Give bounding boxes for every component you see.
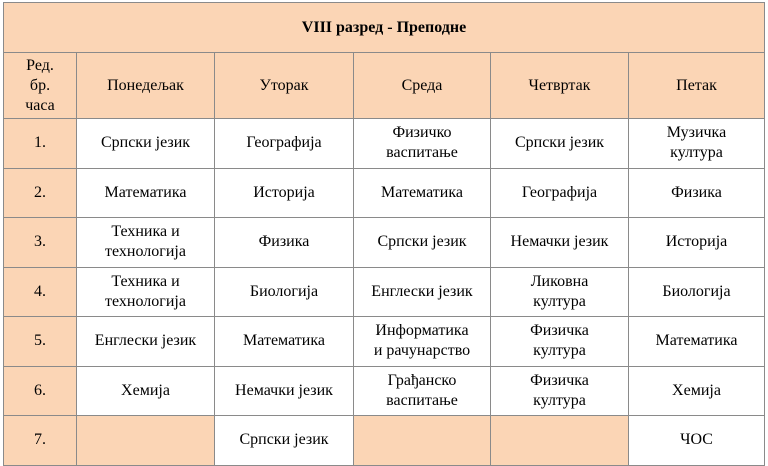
day-header: Среда (354, 53, 491, 119)
subject-cell (354, 119, 491, 169)
schedule-sheet (3, 2, 765, 466)
period-number: 3. (4, 218, 77, 268)
subject-cell (215, 119, 354, 169)
cell-text-line: Физика (258, 233, 310, 251)
subject-cell (629, 218, 765, 268)
table-title: VIII разред - Преподне (4, 3, 765, 53)
subject-cell (354, 366, 491, 416)
subject-cell (629, 168, 765, 218)
subject-cell (77, 218, 215, 268)
cell-text-line: технологија (105, 292, 186, 310)
cell-text-line: и рачунарство (373, 342, 471, 360)
cell-text-line: Ред. (26, 56, 54, 74)
subject-cell (629, 416, 765, 466)
cell-text-line: бр. (29, 76, 51, 94)
subject-cell (215, 168, 354, 218)
cell-text-line: Немачки језик (235, 381, 333, 399)
cell-text-line: Српски језик (100, 134, 191, 152)
cell-text-line: Техника и (111, 272, 180, 290)
subject-cell (491, 267, 629, 317)
cell-text-line: Српски језик (377, 233, 467, 251)
subject-cell (629, 267, 765, 317)
empty-cell (491, 416, 629, 466)
cell-text-line: васпитање (386, 144, 458, 162)
day-header: Петак (629, 53, 765, 119)
cell-text-line: васпитање (386, 391, 458, 409)
cell-text-line: култура (670, 144, 723, 162)
cell-text-line: Биологија (662, 282, 731, 300)
cell-text-line: Грађанско (387, 371, 457, 389)
subject-cell (77, 168, 215, 218)
subject-cell (629, 366, 765, 416)
cell-text-line: Физичка (530, 322, 589, 340)
subject-cell (215, 267, 354, 317)
cell-text-line: Физика (671, 183, 722, 201)
empty-cell (77, 416, 215, 466)
cell-text-line: култура (533, 292, 586, 310)
subject-cell (354, 218, 491, 268)
cell-text-line: Хемија (672, 381, 721, 399)
subject-cell (629, 119, 765, 169)
table-row (4, 267, 765, 317)
cell-text-line: Математика (381, 183, 463, 201)
subject-cell (354, 267, 491, 317)
period-number: 6. (4, 366, 77, 416)
subject-cell (215, 416, 354, 466)
subject-cell (77, 267, 215, 317)
cell-text-line: Географија (246, 134, 322, 152)
subject-cell (77, 366, 215, 416)
cell-text-line: Математика (104, 183, 187, 201)
subject-cell (354, 317, 491, 367)
cell-text-line: Информатика (375, 322, 469, 340)
subject-cell (491, 119, 629, 169)
subject-cell (77, 119, 215, 169)
subject-cell (354, 168, 491, 218)
cell-text-line: Енглески језик (94, 332, 197, 350)
cell-text-line: Хемија (121, 381, 170, 399)
period-number: 2. (4, 168, 77, 218)
subject-cell (215, 317, 354, 367)
cell-text-line: Физичка (530, 371, 589, 389)
table-row (4, 317, 765, 367)
cell-text-line: Енглески језик (371, 282, 473, 300)
table-row (4, 168, 765, 218)
cell-text-line: ЧОС (680, 431, 713, 449)
cell-text-line: Физичко (392, 124, 452, 142)
cell-text-line: Ликовна (530, 272, 589, 290)
cell-text-line: Немачки језик (510, 233, 609, 251)
cell-text-line: Музичка (666, 124, 727, 142)
subject-cell (629, 317, 765, 367)
cell-text-line: Математика (655, 332, 738, 350)
cell-text-line: Техника и (111, 223, 180, 241)
cell-text-line: Историја (253, 183, 315, 201)
day-header: Понедељак (77, 53, 215, 119)
subject-cell (215, 218, 354, 268)
cell-text-line: Српски језик (514, 134, 605, 152)
day-header: Уторак (215, 53, 354, 119)
cell-text-line: култура (533, 391, 586, 409)
period-number: 7. (4, 416, 77, 466)
period-number: 5. (4, 317, 77, 367)
cell-text-line: часа (25, 96, 55, 114)
period-number: 1. (4, 119, 77, 169)
table-row (4, 218, 765, 268)
subject-cell (491, 317, 629, 367)
subject-cell (491, 168, 629, 218)
schedule-table (3, 2, 765, 466)
row-number-header (4, 53, 77, 119)
subject-cell (77, 317, 215, 367)
table-row (4, 119, 765, 169)
cell-text-line: Историја (665, 233, 728, 251)
cell-text-line: Српски језик (239, 431, 329, 449)
day-header: Четвртак (491, 53, 629, 119)
cell-text-line: Математика (243, 332, 325, 350)
cell-text-line: Биологија (249, 282, 319, 300)
table-row (4, 366, 765, 416)
subject-cell (491, 366, 629, 416)
period-number: 4. (4, 267, 77, 317)
table-row (4, 416, 765, 466)
empty-cell (354, 416, 491, 466)
cell-text-line: технологија (105, 243, 186, 261)
cell-text-line: Географија (521, 183, 598, 201)
cell-text-line: култура (533, 342, 586, 360)
subject-cell (491, 218, 629, 268)
subject-cell (215, 366, 354, 416)
